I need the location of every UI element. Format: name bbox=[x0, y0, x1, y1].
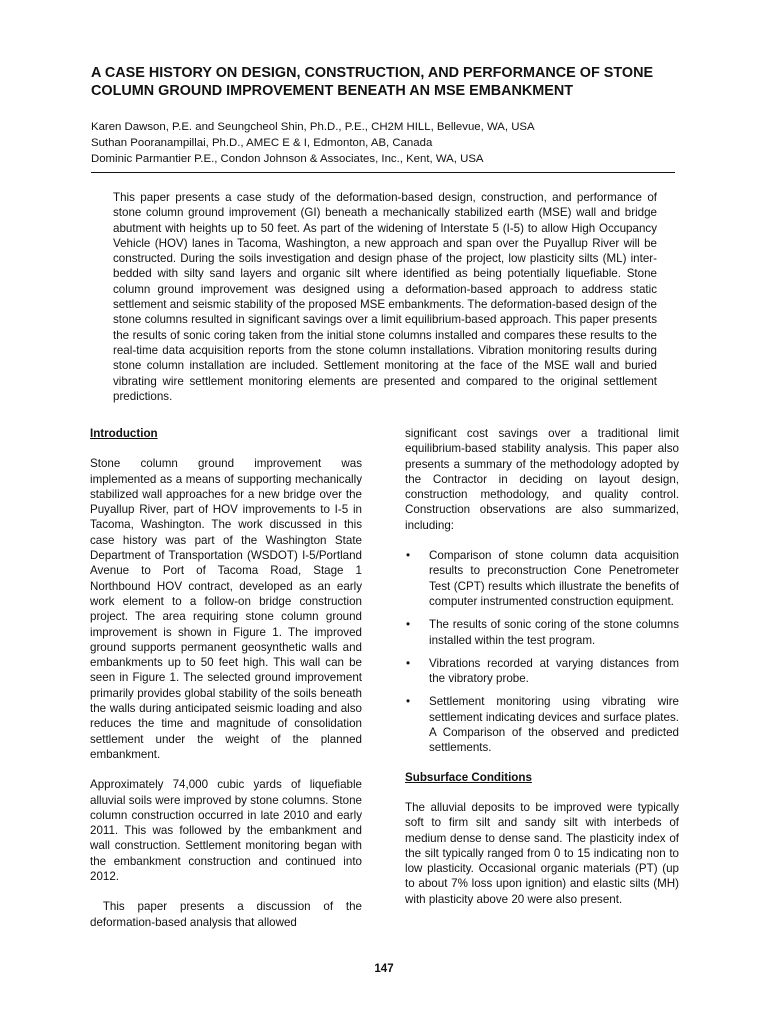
left-column bbox=[90, 426, 366, 945]
bullet-icon: • bbox=[406, 549, 411, 563]
paragraph: This paper presents a discussion of the deformation-based analysis that allowed bbox=[90, 900, 366, 929]
paragraph: significant cost savings over a traditional limit equilibrium-based stability analysis. This paper also presents a summary of the methodology adopted by the Contractor in deciding on layout design, construction methodology, and quality control. Construction observations are also summarized, including: bbox=[405, 427, 679, 532]
section-heading-introduction: Introduction bbox=[90, 427, 158, 440]
page-number: 147 bbox=[374, 962, 394, 975]
list-item-text: Settlement monitoring using vibrating wire settlement indicating devices and surface plates. A Comparison of the observed and predicted settlements. bbox=[429, 695, 679, 755]
list-item-text: Vibrations recorded at varying distances from the vibratory probe. bbox=[429, 656, 679, 686]
list-item bbox=[405, 694, 679, 755]
paragraph: The alluvial deposits to be improved were typically soft to firm silt and sandy silt with interbeds of medium dense to dense sand. The plasticity index of the silt typically ranged from 0 to 15 indicating non to low plasticity. Occasional organic materials (PT) (up to about 7% loss upon ignition) and elastic silts (MH) with plasticity above 20 were also present. bbox=[405, 800, 679, 906]
paper-title: A CASE HISTORY ON DESIGN, CONSTRUCTION, AND PERFORMANCE OF STONE COLUMN GROUND IMPROVEMENT BENEATH AN MSE EMBANKMENT bbox=[91, 65, 654, 99]
header-divider bbox=[91, 172, 675, 173]
list-item bbox=[405, 548, 679, 609]
bullet-icon: • bbox=[406, 695, 411, 709]
section-heading-subsurface-conditions: Subsurface Conditions bbox=[405, 770, 532, 784]
author-line: Dominic Parmantier P.E., Condon Johnson & Associates, Inc., Kent, WA, USA bbox=[91, 153, 484, 165]
bullet-icon: • bbox=[406, 618, 411, 632]
right-column bbox=[405, 426, 679, 922]
author-line: Karen Dawson, P.E. and Seungcheol Shin, Ph.D., P.E., CH2M HILL, Bellevue, WA, USA bbox=[91, 121, 535, 133]
paragraph: Approximately 74,000 cubic yards of liquefiable alluvial soils were improved by stone columns. Stone column construction occurred in late 2010 and early 2011. This was followed by the embankment and wall construction. Settlement monitoring began with the embankment construction and continued into 2012. bbox=[90, 778, 362, 884]
author-list bbox=[91, 119, 691, 167]
author-line: Suthan Pooranampillai, Ph.D., AMEC E & I, Edmonton, AB, Canada bbox=[91, 137, 433, 149]
bullet-icon: • bbox=[406, 656, 411, 670]
list-item bbox=[405, 656, 679, 687]
paragraph: Stone column ground improvement was implemented as a means of supporting mechanically stabilized wall approaches for a new bridge over the Puyallup River, part of HOV improvements to I-5 in Tacoma, Washington. The work discussed in this case history was part of the Washington State Department of Transportation (WSDOT) I-5/Portland Avenue to Port of Tacoma Road, Stage 1 Northbound HOV contract, developed as an early work element to a follow-on bridge construction project. The area requiring stone column ground improvement is shown in Figure 1. The improved ground supports permanent geosynthetic walls and embankments up to 50 feet high. This wall can be seen in Figure 1. The selected ground improvement primarily provides global stability of the soils beneath the walls during anticipated seismic loading and also reduces the time and magnitude of consolidation settlement under the weight of the planned embankment. bbox=[90, 457, 362, 761]
list-item bbox=[405, 617, 679, 648]
abstract: This paper presents a case study of the deformation-based design, construction, and performance of stone column ground improvement (GI) beneath a mechanically stabilized earth (MSE) wall and bridge abutment with heights up to 50 feet. As part of the widening of Interstate 5 (I-5) to allow High Occupancy Vehicle (HOV) lanes in Tacoma, Washington, a new approach and span over the Puyallup River will be constructed. During the soils investigation and design phase of the project, low plasticity silts (ML) inter- bedded with silty sand layers and organic silt where identified as being potentially liquefiable. Stone column ground improvement was designed using a deformation-based approach to address static settlement and seismic stability of the proposed MSE embankments. The deformation-based design of the stone columns resulted in significant savings over a limit equilibrium-based approach. This paper presents the results of sonic coring taken from the initial stone columns installed and compares these results to the real-time data acquisition reports from the stone column installations. Vibration monitoring results during stone column installation are included. Settlement monitoring at the face of the MSE wall and buried vibrating wire settlement monitoring elements are presented and compared to the original settlement predictions. bbox=[113, 191, 657, 403]
list-item-text: Comparison of stone column data acquisition results to preconstruction Cone Penetrometer Test (CPT) results which illustrate the benefits of computer instrumented construction equipment. bbox=[429, 549, 679, 608]
list-item-text: The results of sonic coring of the stone columns installed within the test program. bbox=[429, 618, 679, 647]
bullet-list bbox=[405, 548, 679, 756]
